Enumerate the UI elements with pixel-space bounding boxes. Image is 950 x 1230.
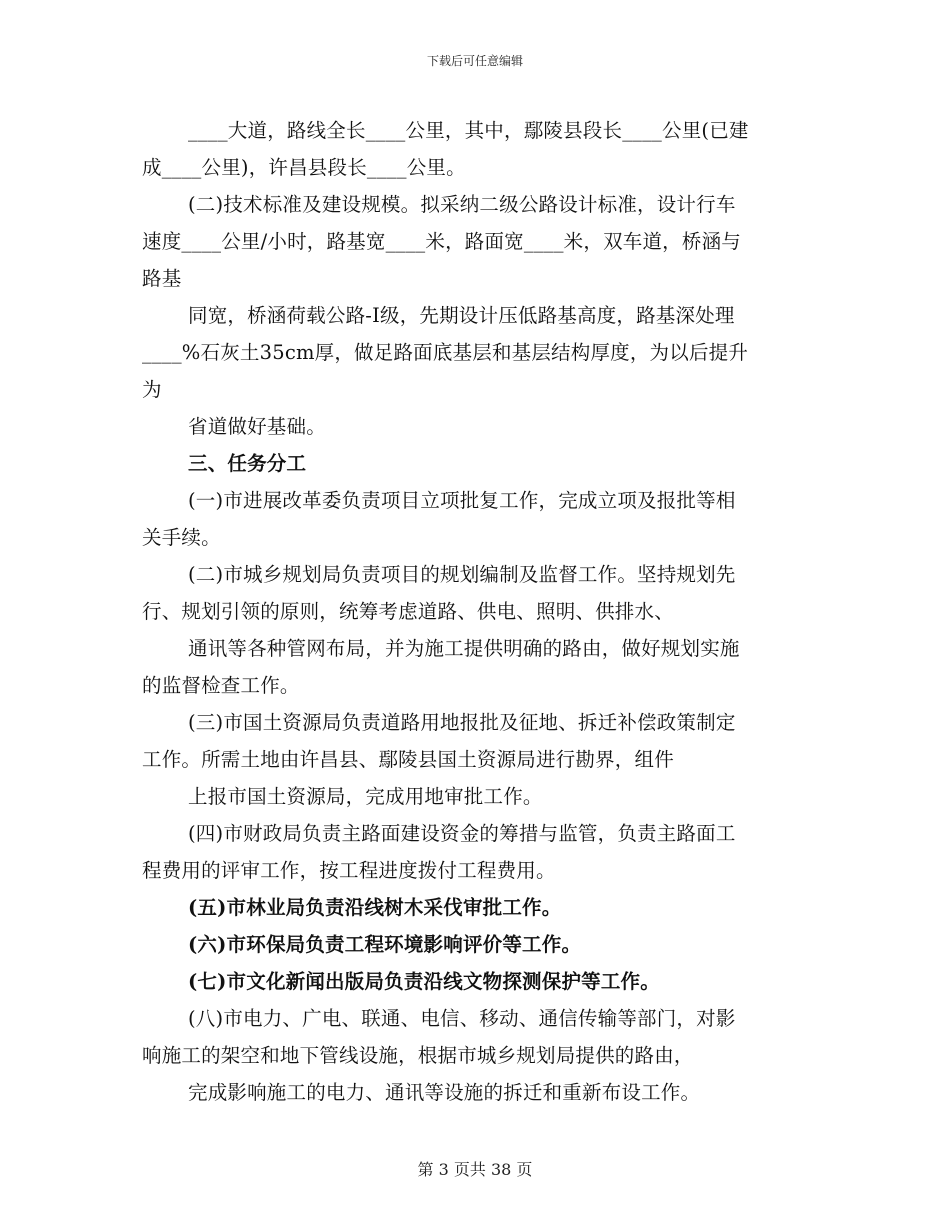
- paragraph-line: (二)技术标准及建设规模。拟采纳二级公路设计标准，设计行车: [188, 193, 736, 216]
- paragraph-line: (八)市电力、广电、联通、电信、移动、通信传输等部门，对影: [188, 1007, 736, 1030]
- paragraph-line: 上报市国土资源局，完成用地审批工作。: [188, 785, 543, 808]
- paragraph-line: (二)市城乡规划局负责项目的规划编制及监督工作。坚持规划先: [188, 563, 736, 586]
- paragraph-line: 行、规划引领的原则，统筹考虑道路、供电、照明、供排水、: [142, 600, 674, 623]
- paragraph-line: 响施工的架空和地下管线设施，根据市城乡规划局提供的路由，: [142, 1044, 694, 1067]
- page-footer: 第 3 页共 38 页: [417, 1160, 533, 1179]
- paragraph-line: 速度____公里/小时，路基宽____米，路面宽____米，双车道，桥涵与: [142, 230, 741, 253]
- paragraph-line: 程费用的评审工作，按工程进度拨付工程费用。: [142, 859, 556, 882]
- bold-paragraph-line: (六)市环保局负责工程环境影响评价等工作。: [188, 933, 582, 956]
- bold-paragraph-line: (五)市林业局负责沿线树木采伐审批工作。: [188, 896, 562, 919]
- paragraph-line: 为: [142, 378, 162, 401]
- paragraph-line: 省道做好基础。: [188, 415, 326, 438]
- paragraph-line: ____%石灰土35cm厚，做足路面底基层和基层结构厚度，为以后提升: [142, 341, 749, 364]
- paragraph-line: 完成影响施工的电力、通讯等设施的拆迁和重新布设工作。: [188, 1081, 701, 1104]
- paragraph-line: (一)市进展改革委负责项目立项批复工作，完成立项及报批等相: [188, 489, 736, 512]
- paragraph-line: 通讯等各种管网布局，并为施工提供明确的路由，做好规划实施: [188, 637, 740, 660]
- paragraph-line: (四)市财政局负责主路面建设资金的筹措与监管，负责主路面工: [188, 822, 736, 845]
- paragraph-line: 工作。所需土地由许昌县、鄢陵县国土资源局进行勘界，组件: [142, 748, 674, 771]
- paragraph-line: (三)市国土资源局负责道路用地报批及征地、拆迁补偿政策制定: [188, 711, 736, 734]
- section-heading: 三、任务分工: [188, 452, 307, 475]
- bold-paragraph-line: (七)市文化新闻出版局负责沿线文物探测保护等工作。: [188, 970, 660, 993]
- paragraph-line: 关手续。: [142, 526, 221, 549]
- document-body: [142, 112, 822, 1111]
- page-header: 下载后可任意编辑: [426, 54, 523, 68]
- paragraph-line: 路基: [142, 267, 182, 290]
- paragraph-line: 同宽，桥涵荷载公路-Ⅰ级，先期设计压低路基高度，路基深处理: [188, 304, 735, 327]
- paragraph-line: 成____公里)，许昌县段长____公里。: [142, 156, 466, 179]
- paragraph-line: 的监督检查工作。: [142, 674, 300, 697]
- paragraph-line: ____大道，路线全长____公里，其中，鄢陵县段长____公里(已建: [188, 119, 749, 142]
